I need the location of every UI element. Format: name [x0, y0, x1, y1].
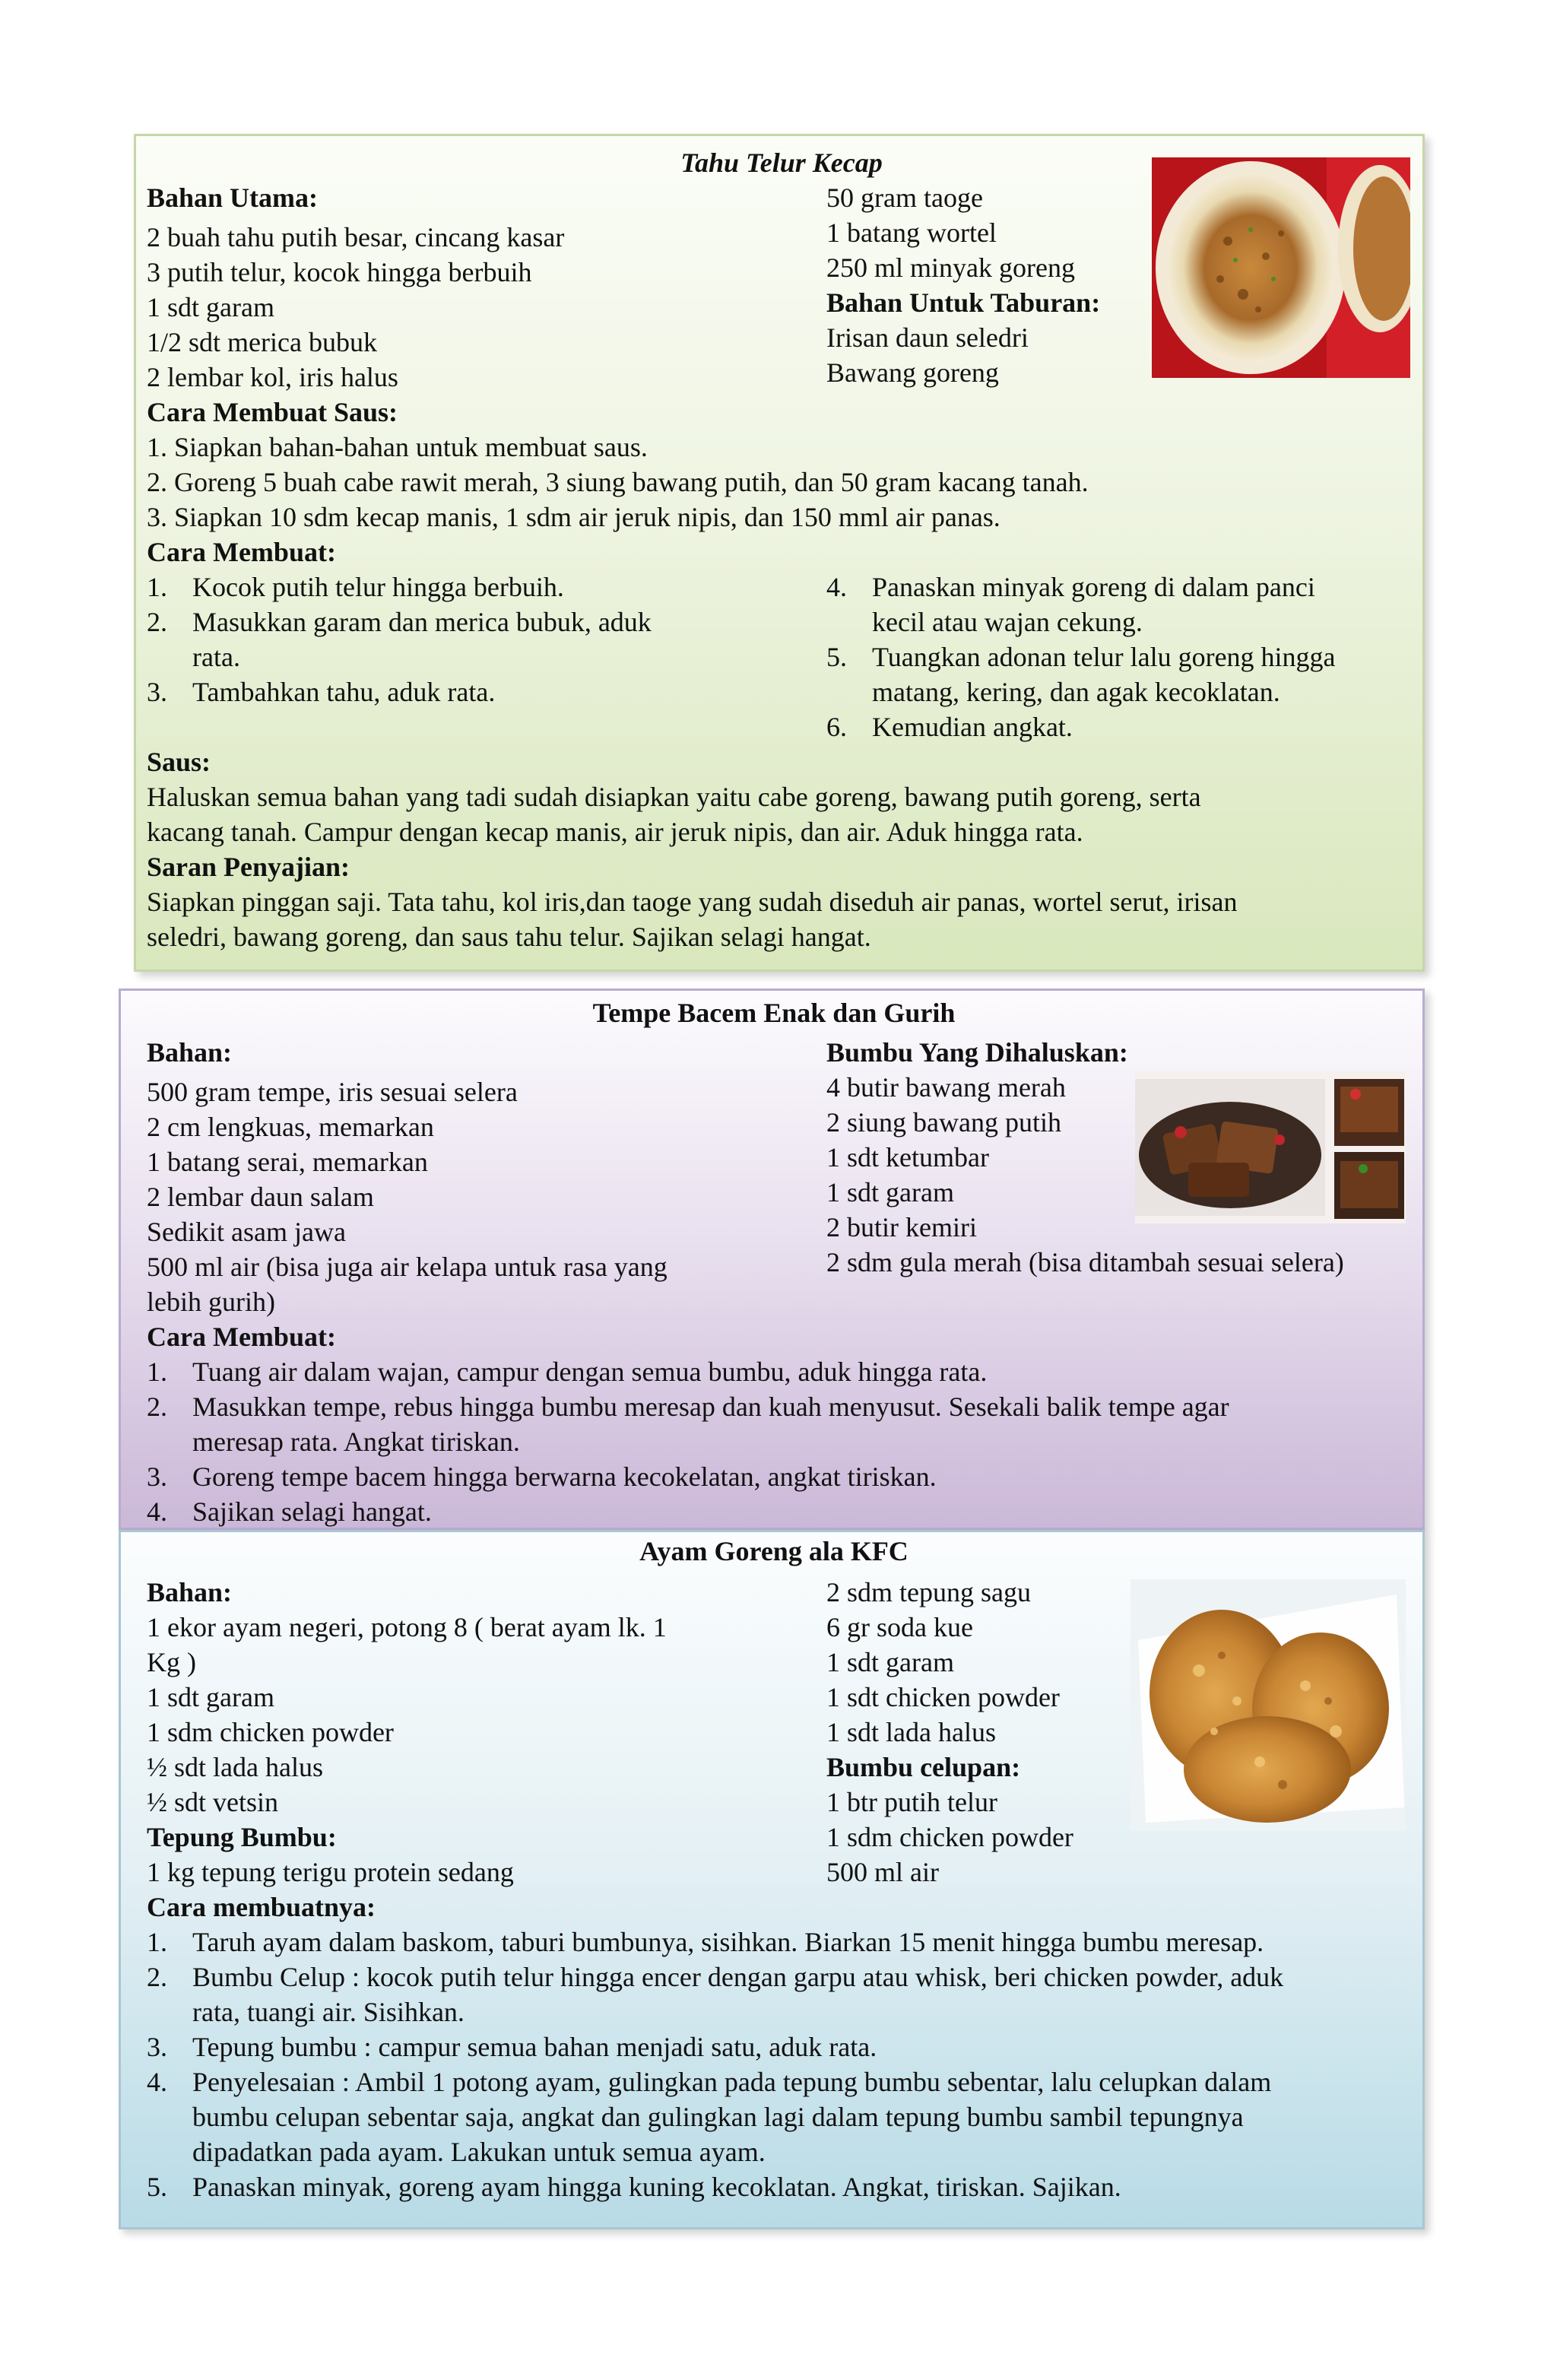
step-text: bumbu celupan sebentar saja, angkat dan gulingkan lagi dalam tepung bumbu sambil tepungnya	[192, 2102, 1244, 2132]
step-text: 2. Goreng 5 buah cabe rawit merah, 3 siung bawang putih, dan 50 gram kacang tanah.	[147, 467, 1089, 497]
step-number: 5.	[826, 642, 847, 672]
section-heading: Saus:	[147, 747, 211, 777]
step-number: 6.	[826, 712, 847, 742]
list-item: 2 sdm gula merah (bisa ditambah sesuai selera)	[826, 1247, 1344, 1277]
step-text: Goreng tempe bacem hingga berwarna kecokelatan, angkat tiriskan.	[192, 1461, 937, 1492]
recipe-title: Ayam Goreng ala KFC	[639, 1536, 909, 1566]
list-item: 1 btr putih telur	[826, 1787, 997, 1817]
section-heading: Cara membuatnya:	[147, 1892, 376, 1922]
list-item: 1 ekor ayam negeri, potong 8 ( berat ayam lk. 1	[147, 1612, 667, 1642]
section-heading: Cara Membuat:	[147, 1322, 336, 1352]
step-text: Sajikan selagi hangat.	[192, 1496, 432, 1527]
recipe-card-tahu-telur-kecap	[134, 134, 1425, 972]
step-text: dipadatkan pada ayam. Lakukan untuk semua ayam.	[192, 2137, 766, 2167]
food-image	[1152, 157, 1410, 378]
step-number: 3.	[147, 1461, 167, 1492]
step-number: 1.	[147, 1927, 167, 1957]
list-item: Kg )	[147, 1647, 196, 1677]
step-text: kecil atau wajan cekung.	[872, 607, 1143, 637]
paragraph-line: kacang tanah. Campur dengan kecap manis, air jeruk nipis, dan air. Aduk hingga rata.	[147, 817, 1083, 847]
list-item: 1 sdt lada halus	[826, 1717, 996, 1747]
step-number: 4.	[147, 1496, 167, 1527]
step-text: Bumbu Celup : kocok putih telur hingga encer dengan garpu atau whisk, beri chicken powder, aduk	[192, 1962, 1284, 1992]
list-item: 1 batang wortel	[826, 217, 997, 248]
step-text: 3. Siapkan 10 sdm kecap manis, 1 sdm air jeruk nipis, dan 150 mml air panas.	[147, 502, 1000, 532]
list-item: 2 lembar daun salam	[147, 1182, 374, 1212]
list-item: 1 sdt ketumbar	[826, 1142, 989, 1173]
step-text: rata, tuangi air. Sisihkan.	[192, 1997, 465, 2027]
list-item: Irisan daun seledri	[826, 322, 1029, 353]
list-item: 2 cm lengkuas, memarkan	[147, 1112, 434, 1142]
dish-photo	[1130, 1579, 1406, 1830]
paragraph-line: Siapkan pinggan saji. Tata tahu, kol iris,dan taoge yang sudah diseduh air panas, wortel serut, irisan	[147, 887, 1238, 917]
step-text: Masukkan tempe, rebus hingga bumbu meresap dan kuah menyusut. Sesekali balik tempe agar	[192, 1392, 1229, 1422]
step-text: 1. Siapkan bahan-bahan untuk membuat saus.	[147, 432, 648, 462]
step-text: meresap rata. Angkat tiriskan.	[192, 1426, 520, 1457]
list-item: 4 butir bawang merah	[826, 1072, 1066, 1103]
list-item: 1 kg tepung terigu protein sedang	[147, 1857, 514, 1887]
step-text: Taruh ayam dalam baskom, taburi bumbunya, sisihkan. Biarkan 15 menit hingga bumbu meresap.	[192, 1927, 1264, 1957]
step-number: 2.	[147, 1962, 167, 1992]
list-item: 1/2 sdt merica bubuk	[147, 327, 377, 357]
list-item: ½ sdt lada halus	[147, 1752, 323, 1782]
list-item: 3 putih telur, kocok hingga berbuih	[147, 257, 532, 287]
list-item: 250 ml minyak goreng	[826, 252, 1075, 283]
dish-photo	[1135, 1071, 1406, 1223]
list-item: 2 sdm tepung sagu	[826, 1577, 1031, 1607]
list-item: 50 gram taoge	[826, 182, 983, 213]
step-text: Masukkan garam dan merica bubuk, aduk	[192, 607, 652, 637]
list-item: 1 sdm chicken powder	[826, 1822, 1073, 1852]
step-text: Penyelesaian : Ambil 1 potong ayam, gulingkan pada tepung bumbu sebentar, lalu celupkan dalam	[192, 2067, 1272, 2097]
section-heading: Bahan:	[147, 1577, 233, 1607]
step-number: 2.	[147, 607, 167, 637]
section-heading: Cara Membuat:	[147, 537, 336, 567]
step-number: 4.	[147, 2067, 167, 2097]
section-heading: Saran Penyajian:	[147, 852, 350, 882]
list-item: 1 sdt garam	[826, 1647, 954, 1677]
recipe-card-tempe-bacem	[119, 988, 1425, 1530]
food-image	[1130, 1579, 1406, 1830]
list-item: 1 sdt garam	[147, 292, 274, 322]
recipe-title: Tahu Telur Kecap	[680, 148, 883, 178]
step-number: 1.	[147, 572, 167, 602]
section-heading: Bahan:	[147, 1037, 233, 1068]
step-text: Tambahkan tahu, aduk rata.	[192, 677, 496, 707]
recipe-title: Tempe Bacem Enak dan Gurih	[592, 998, 956, 1028]
section-heading: Bumbu Yang Dihaluskan:	[826, 1037, 1128, 1068]
step-text: Tuangkan adonan telur lalu goreng hingga	[872, 642, 1336, 672]
list-item: ½ sdt vetsin	[147, 1787, 279, 1817]
list-item: 2 buah tahu putih besar, cincang kasar	[147, 222, 565, 252]
step-text: Panaskan minyak goreng di dalam panci	[872, 572, 1315, 602]
section-heading: Cara Membuat Saus:	[147, 397, 398, 427]
list-item: 2 butir kemiri	[826, 1212, 977, 1242]
list-item: 1 batang serai, memarkan	[147, 1147, 428, 1177]
list-item: 500 gram tempe, iris sesuai selera	[147, 1077, 518, 1107]
list-item: 1 sdt chicken powder	[826, 1682, 1060, 1712]
step-number: 3.	[147, 677, 167, 707]
step-number: 4.	[826, 572, 847, 602]
section-heading: Bahan Untuk Taburan:	[826, 287, 1101, 318]
step-number: 2.	[147, 1392, 167, 1422]
list-item: 500 ml air	[826, 1857, 939, 1887]
list-item: lebih gurih)	[147, 1287, 275, 1317]
list-item: 1 sdt garam	[826, 1177, 954, 1207]
list-item: 6 gr soda kue	[826, 1612, 973, 1642]
paragraph-line: Haluskan semua bahan yang tadi sudah disiapkan yaitu cabe goreng, bawang putih goreng, serta	[147, 782, 1201, 812]
list-item: 1 sdt garam	[147, 1682, 274, 1712]
section-heading: Bumbu celupan:	[826, 1752, 1021, 1782]
section-heading: Bahan Utama:	[147, 182, 319, 213]
step-text: matang, kering, dan agak kecoklatan.	[872, 677, 1280, 707]
step-text: Tuang air dalam wajan, campur dengan semua bumbu, aduk hingga rata.	[192, 1357, 988, 1387]
step-text: rata.	[192, 642, 240, 672]
step-text: Panaskan minyak, goreng ayam hingga kuning kecoklatan. Angkat, tiriskan. Sajikan.	[192, 2172, 1121, 2202]
step-number: 3.	[147, 2032, 167, 2062]
step-number: 5.	[147, 2172, 167, 2202]
recipe-card-ayam-goreng	[119, 1530, 1425, 2229]
list-item: 2 siung bawang putih	[826, 1107, 1061, 1138]
list-item: Bawang goreng	[826, 357, 999, 388]
list-item: Sedikit asam jawa	[147, 1217, 346, 1247]
paragraph-line: seledri, bawang goreng, dan saus tahu telur. Sajikan selagi hangat.	[147, 922, 871, 952]
step-number: 1.	[147, 1357, 167, 1387]
list-item: 2 lembar kol, iris halus	[147, 362, 398, 392]
step-text: Tepung bumbu : campur semua bahan menjadi satu, aduk rata.	[192, 2032, 877, 2062]
dish-photo	[1152, 157, 1410, 378]
section-heading: Tepung Bumbu:	[147, 1822, 337, 1852]
food-image	[1135, 1071, 1406, 1223]
list-item: 500 ml air (bisa juga air kelapa untuk rasa yang	[147, 1252, 668, 1282]
step-text: Kemudian angkat.	[872, 712, 1073, 742]
list-item: 1 sdm chicken powder	[147, 1717, 394, 1747]
step-text: Kocok putih telur hingga berbuih.	[192, 572, 564, 602]
